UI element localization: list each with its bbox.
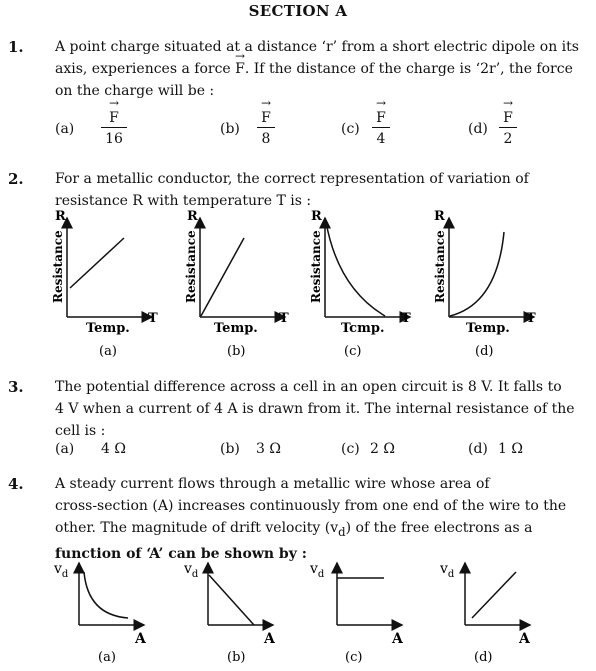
q2-b-x-axis: T [279,311,289,326]
q4-graph-b [183,561,276,665]
q1-option-b-fraction: → $\frac{F}{8}$ [257,100,275,147]
q3-line-2: 4 V when a current of 4 A is drawn from it. The internal resistance of the [55,401,575,417]
q1-line-2: axis, experiences a force → F. If the distance of the charge is ‘2r’, the force [55,58,589,80]
q1-option-b-label: (b) [220,121,240,137]
q4-c-x-axis: A [392,631,403,647]
q1-line-1: A point charge situated at a distance ‘r’ from a short electric dipole on its [55,39,579,55]
q2-graph-d [433,209,536,359]
q2-curve-a [70,238,124,288]
q3-option-b-value: 3 Ω [256,441,281,457]
q4-b-x-axis: A [264,631,275,647]
q1-force-vector: → F [235,58,245,80]
q1-option-d-fraction: → $\frac{F}{2}$ [499,100,517,147]
q2-a-x-label: Temp. [86,321,130,336]
q3-line-1: The potential difference across a cell in an open circuit is 8 V. It falls to [55,379,562,395]
question-3-text [55,376,589,442]
q2-d-y-axis: R [434,209,445,224]
question-1-text [55,36,589,102]
q4-d-x-axis: A [519,631,530,647]
question-4-number: 4. [8,475,24,493]
q4-c-y-axis: $v_d$ [310,561,325,580]
question-4-text [55,473,589,565]
q1-option-a-label: (a) [55,121,75,137]
q2-a-y-axis: R [55,209,66,224]
q1-line-3: on the charge will be : [55,83,215,99]
q1-option-a-fraction: → $\frac{F}{16}$ [101,100,127,147]
q3-option-a-value: 4 Ω [101,441,126,457]
q3-option-c-value: 2 Ω [370,441,395,457]
q4-option-c: (c) [345,650,363,665]
q3-line-3: cell is : [55,423,106,439]
q2-c-y-label: Resistance [309,230,323,303]
q2-option-c: (c) [344,344,362,359]
q2-option-a: (a) [99,344,117,359]
q4-curve-a [84,572,128,618]
q3-option-d-label: (d) [468,441,488,457]
q2-b-y-label: Resistance [184,230,198,303]
q3-option-b-label: (b) [220,441,240,457]
q2-option-b: (b) [227,344,246,359]
q4-graph-d [439,561,531,665]
q4-option-a: (a) [98,650,116,665]
q2-graph-c [309,209,411,359]
q4-curve-b [209,575,254,625]
q4-curve-d [472,572,516,618]
q2-d-x-label: Temp. [466,321,510,336]
q2-c-x-label: Tcmp. [341,321,385,336]
section-title: SECTION A [248,2,348,20]
q4-line-3: other. The magnitude of drift velocity $(v_d)$ of the free electrons as a [55,520,533,539]
q2-b-y-axis: R [187,209,198,224]
q3-option-d-value: 1 Ω [498,441,523,457]
q2-a-y-label: Resistance [51,230,65,303]
q1-option-c-label: (c) [341,121,360,137]
q2-curve-b [201,238,244,316]
q1-option-c-fraction: → $\frac{F}{4}$ [372,100,390,147]
q2-c-x-axis: T [401,311,411,326]
q3-option-a-label: (a) [55,441,75,457]
q2-graphs [0,200,596,365]
q2-line-2: resistance R with temperature T is : [55,193,312,209]
q4-line-2: cross-section (A) increases continuously from one end of the wire to the [55,498,567,514]
q4-b-y-axis: $v_d$ [184,561,199,580]
q2-d-x-axis: T [526,311,536,326]
q2-graph-a [51,209,158,359]
q2-line-1: For a metallic conductor, the correct representation of variation of [55,171,529,187]
q4-d-y-axis: $v_d$ [440,561,455,580]
q4-line-1: A steady current flows through a metallic wire whose area of [55,476,490,492]
q4-option-d: (d) [474,650,493,665]
q2-b-x-label: Temp. [214,321,258,336]
question-1-number: 1. [8,38,24,56]
q2-curve-d [450,232,504,316]
q4-a-x-axis: A [135,631,146,647]
q4-graph-a [53,561,147,665]
q4-graph-c [309,561,404,665]
q1-option-d-label: (d) [468,121,488,137]
q2-graph-b [184,209,289,359]
q2-curve-c [326,222,385,316]
q2-c-y-axis: R [311,209,322,224]
q4-graphs [0,555,596,669]
q4-line-4: function of ‘A’ can be shown by : [55,545,307,562]
q4-option-b: (b) [227,650,246,665]
q4-a-y-axis: $v_d$ [54,561,69,580]
q3-option-c-label: (c) [341,441,360,457]
q2-d-y-label: Resistance [433,230,447,303]
question-3-number: 3. [8,378,24,396]
question-2-number: 2. [8,170,24,188]
q2-a-x-axis: T [148,311,158,326]
q2-option-d: (d) [475,344,494,359]
